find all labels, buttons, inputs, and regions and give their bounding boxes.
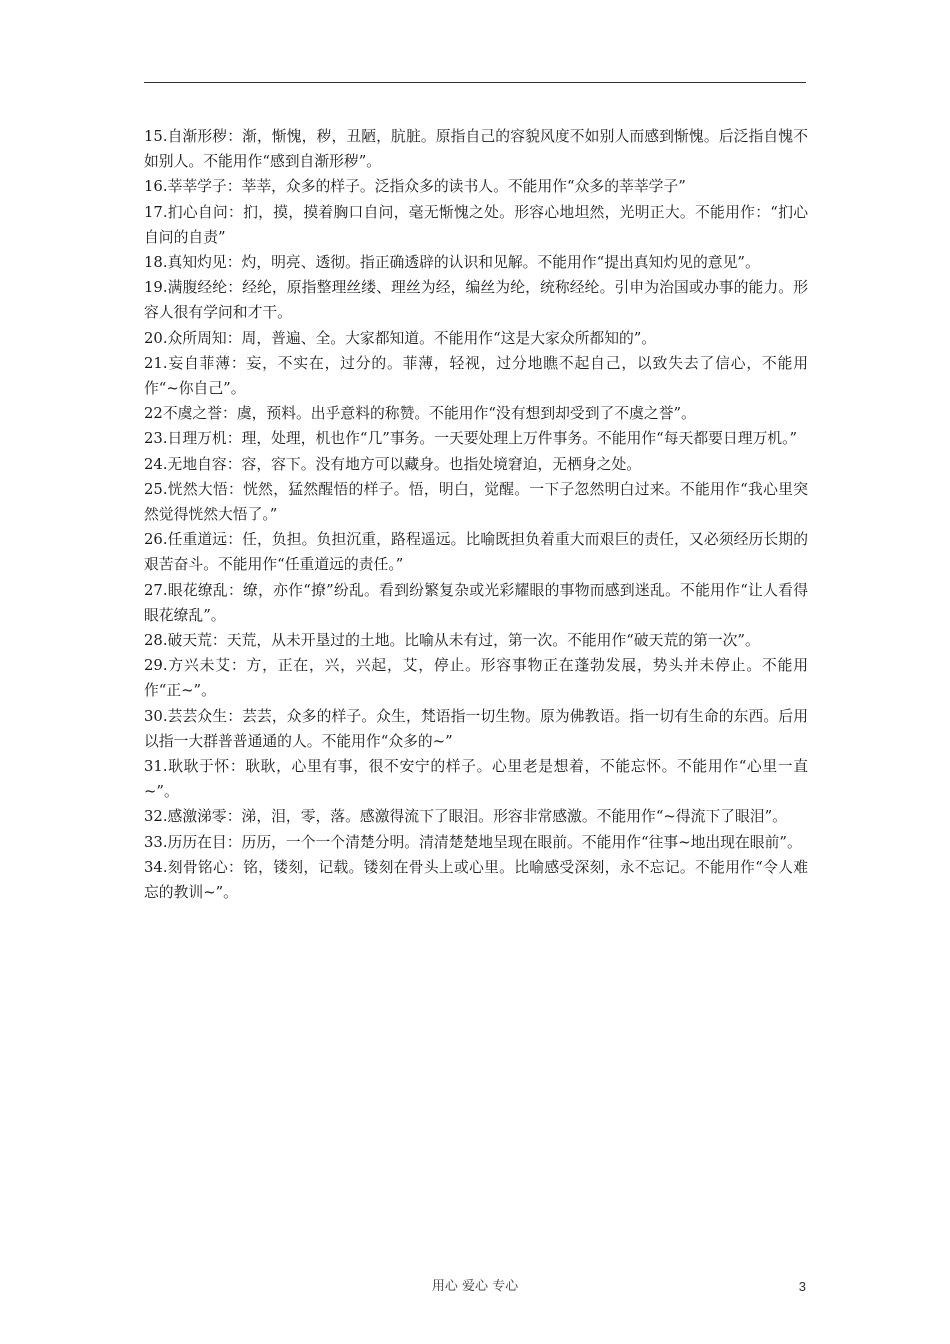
header-rule — [144, 82, 806, 83]
idiom-entry-22: 22不虞之誉：虞，预料。出乎意料的称赞。不能用作“没有想到却受到了不虞之誉”。 — [144, 405, 696, 423]
idiom-entry-30: 30.芸芸众生：芸芸，众多的样子。众生，梵语指一切生物。原为佛教语。指一切有生命的东西。后用以指一大群普普通通的人。不能用作“众多的~” — [144, 707, 808, 750]
idiom-entry-20: 20.众所周知：周，普遍、全。大家都知道。不能用作“这是大家众所都知的”。 — [144, 329, 657, 347]
idiom-entry-23: 23.日理万机：理，处理，机也作“几”事务。一天要处理上万件事务。不能用作“每天都要日理万机。” — [144, 430, 798, 448]
idiom-entry-19: 19.满腹经纶：经纶，原指整理丝缕、理丝为经，编丝为纶，统称经纶。引申为治国或办事的能力。形容人很有学问和才干。 — [144, 279, 808, 322]
idiom-entry-18: 18.真知灼见：灼，明亮、透彻。指正确透辟的认识和见解。不能用作“提出真知灼见的意见”。 — [144, 254, 760, 272]
idiom-entry-27: 27.眼花缭乱：缭，亦作“撩”纷乱。看到纷繁复杂或光彩耀眼的事物而感到迷乱。不能用作“让人看得眼花缭乱”。 — [144, 581, 808, 624]
idiom-entry-21: 21.妄自菲薄：妄，不实在，过分的。菲薄，轻视，过分地瞧不起自己，以致失去了信心，不能用作“~你自己”。 — [144, 354, 808, 398]
idiom-entry-15: 15.自渐形秽：渐，惭愧，秽，丑陋，肮脏。原指自己的容貌风度不如别人而感到惭愧。后泛指自愧不如别人。不能用作“感到自渐形秽”。 — [144, 128, 808, 171]
idiom-entry-24: 24.无地自容：容，容下。没有地方可以藏身。也指处境窘迫，无栖身之处。 — [144, 455, 642, 473]
idiom-entry-28: 28.破天荒：天荒，从未开垦过的土地。比喻从未有过，第一次。不能用作“破天荒的第一次”。 — [144, 632, 760, 650]
page-number: 3 — [798, 1279, 806, 1294]
idiom-entry-34: 34.刻骨铭心：铭，镂刻，记载。镂刻在骨头上或心里。比喻感受深刻，永不忘记。不能用作“令人难忘的教训~”。 — [144, 858, 808, 902]
idiom-entry-31: 31.耿耿于怀：耿耿，心里有事，很不安宁的样子。心里老是想着，不能忘怀。不能用作“心里一直~”。 — [144, 758, 808, 801]
idiom-entry-25: 25.恍然大悟：恍然，猛然醒悟的样子。悟，明白，觉醒。一下子忽然明白过来。不能用作“我心里突然觉得恍然大悟了。” — [144, 480, 808, 524]
idiom-entry-32: 32.感激涕零：涕，泪，零，落。感激得流下了眼泪。形容非常感激。不能用作“~得流下了眼泪”。 — [144, 808, 787, 826]
idiom-entry-16: 16.莘莘学子：莘莘，众多的样子。泛指众多的读书人。不能用作“众多的莘莘学子” — [144, 178, 686, 196]
idiom-entry-29: 29.方兴未艾：方，正在，兴，兴起，艾，停止。形容事物正在蓬勃发展，势头并未停止。不能用作“正~”。 — [144, 657, 808, 700]
idiom-entry-17: 17.扪心自问：扪，摸，摸着胸口自问，毫无惭愧之处。形容心地坦然，光明正大。不能用作：“扪心自问的自责” — [144, 203, 808, 246]
idiom-entry-26: 26.任重道远：任，负担。负担沉重，路程遥远。比喻既担负着重大而艰巨的责任，又必须经历长期的艰苦奋斗。不能用作“任重道远的责任。” — [144, 531, 808, 574]
footer-motto: 用心 爱心 专心 — [431, 1279, 519, 1294]
idiom-entry-33: 33.历历在目：历历，一个一个清楚分明。清清楚楚地呈现在眼前。不能用作“往事~地出现在眼前”。 — [144, 833, 802, 851]
document-body — [144, 124, 808, 905]
